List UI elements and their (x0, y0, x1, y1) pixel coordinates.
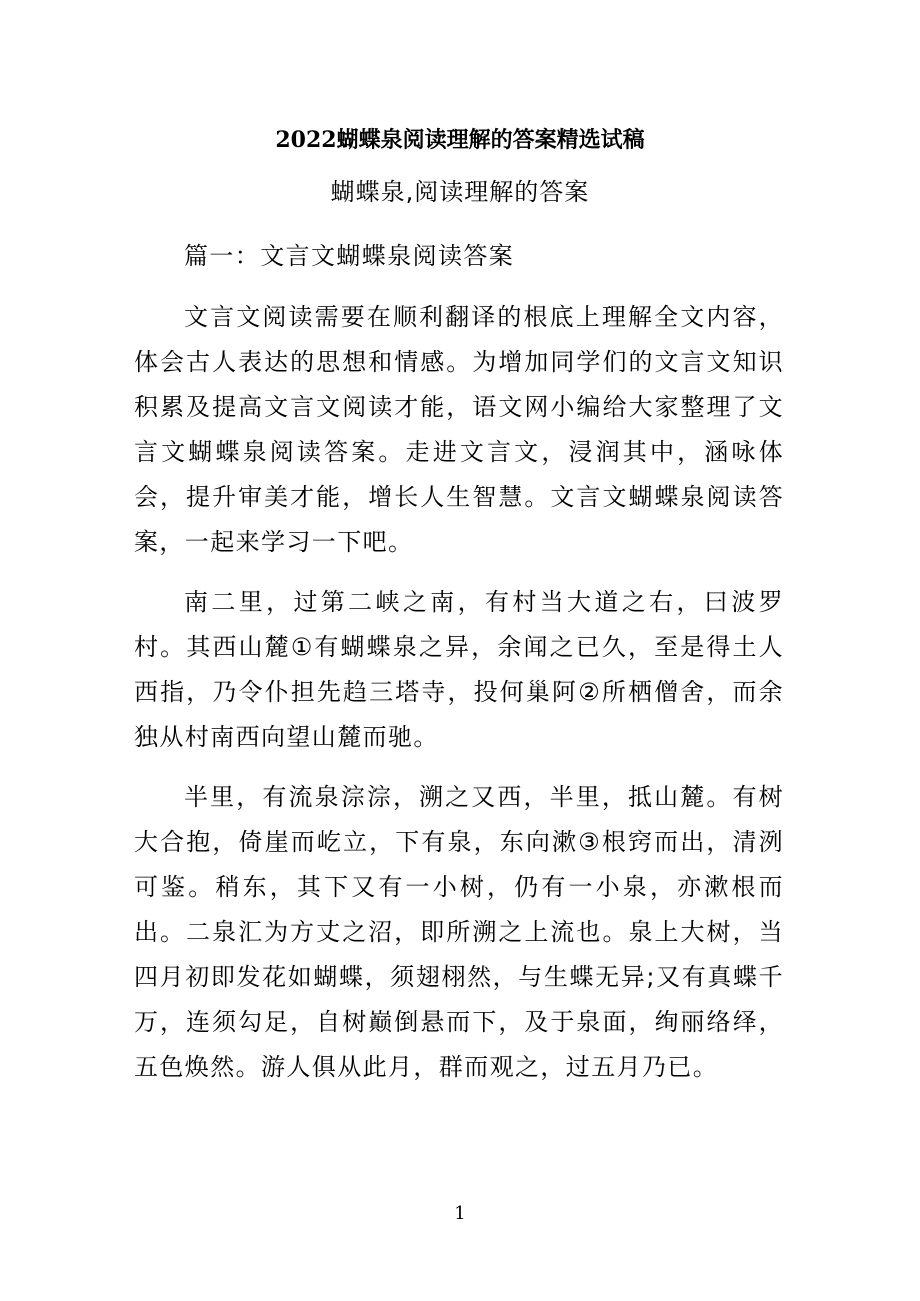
page-number: 1 (454, 1203, 466, 1224)
section-heading: 篇一：文言文蝴蝶泉阅读答案 (184, 242, 515, 270)
paragraph-classical-2: 半里，有流泉淙淙，溯之又西，半里，抵山麓。有树大合抱，倚崖而屹立，下有泉，东向漱③根窍而出，清洌可鉴。稍东，其下又有一小树，仍有一小泉，亦漱根而出。二泉汇为方丈之沼，即所溯之上流也。泉上大树，当四月初即发花如蝴蝶，须翅栩然，与生蝶无异;又有真蝶千万，连须勾足，自树巅倒悬而下，及于泉面，绚丽络绎，五色焕然。游人俱从此月，群而观之，过五月乃已。 (134, 783, 784, 1081)
page-title: 2022蝴蝶泉阅读理解的答案精选试稿 (275, 127, 645, 153)
paragraph-intro: 文言文阅读需要在顺利翻译的根底上理解全文内容，体会古人表达的思想和情感。为增加同学们的文言文知识积累及提高文言文阅读才能，语文网小编给大家整理了文言文蝴蝶泉阅读答案。走进文言文，浸润其中，涵咏体会，提升审美才能，增长人生智慧。文言文蝴蝶泉阅读答案，一起来学习一下吧。 (134, 303, 784, 556)
page-subtitle: 蝴蝶泉,阅读理解的答案 (330, 178, 590, 206)
paragraph-classical-1: 南二里，过第二峡之南，有村当大道之右，曰波罗村。其西山麓①有蝴蝶泉之异，余闻之已久，至是得土人西指，乃令仆担先趋三塔寺，投何巢阿②所栖僧舍，而余独从村南西向望山麓而驰。 (134, 588, 784, 751)
